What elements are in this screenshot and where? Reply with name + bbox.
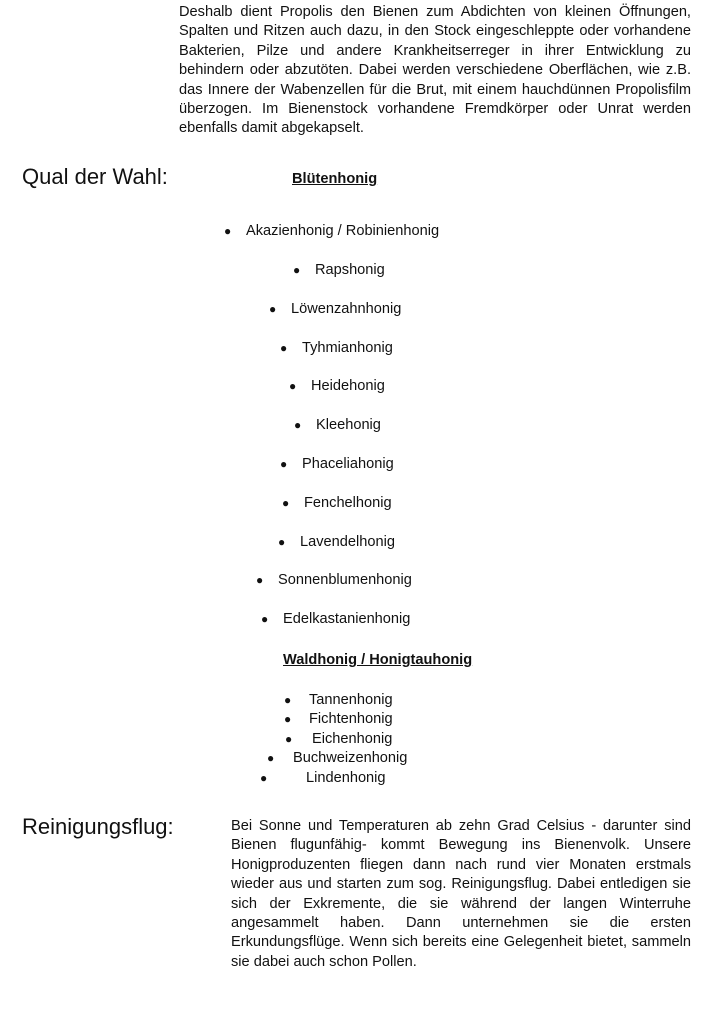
bullet-icon: ● [280, 457, 288, 471]
bullet-icon: ● [260, 771, 268, 785]
bullet-icon: ● [282, 496, 290, 510]
list-item [294, 416, 381, 434]
list-item-label: Lavendelhonig [300, 534, 395, 550]
list-item-label: Edelkastanienhonig [283, 611, 411, 627]
list-item-label: Sonnenblumenhonig [278, 572, 412, 588]
bullet-icon: ● [284, 712, 292, 726]
bullet-icon: ● [285, 732, 293, 746]
list-item-label: Lindenhonig [306, 770, 386, 786]
bullet-icon: ● [293, 263, 301, 277]
list-item-label: Tyhmianhonig [302, 340, 393, 356]
list-item [285, 730, 392, 748]
list-item [260, 769, 386, 787]
list-item [289, 377, 385, 395]
list-item [282, 494, 392, 512]
list-item [261, 610, 410, 628]
bullet-icon: ● [269, 302, 277, 316]
list-item-label: Fichtenhonig [309, 711, 393, 727]
section-heading-reinigungsflug: Reinigungsflug: [22, 814, 174, 839]
list-item-label: Tannenhonig [309, 692, 393, 708]
list-item-label: Löwenzahnhonig [291, 301, 402, 317]
list-item-label: Buchweizenhonig [293, 750, 408, 766]
list-item-label: Rapshonig [315, 262, 385, 278]
bullet-icon: ● [267, 751, 275, 765]
list-item [278, 533, 395, 551]
bullet-icon: ● [294, 418, 302, 432]
list-item-label: Phaceliahonig [302, 456, 394, 472]
list-item [256, 571, 412, 589]
list-item [269, 300, 401, 318]
bullet-icon: ● [278, 535, 286, 549]
bullet-icon: ● [261, 612, 269, 626]
list-item [280, 339, 393, 357]
intro-paragraph: Deshalb dient Propolis den Bienen zum Abdichten von kleinen Öffnungen, Spalten und Ritzen auch dazu, in den Stock eingeschleppte oder vorhandene Bakterien, Pilze und andere Krankheitserreger in ihrer Entwicklung zu behindern oder abzutöten. Dabei werden verschiedene Oberflächen, wie z.B. das Innere der Wabenzellen für die Brut, mit einem hauchdünnen Propolisfilm überzogen. Im Bienenstock vorhandene Fremdkörper oder Unrat werden ebenfalls damit abgekapselt. [179, 4, 691, 137]
list-item [284, 691, 393, 709]
list-item [267, 749, 407, 767]
subheading-bluetenhonig: Blütenhonig [292, 171, 378, 187]
list-item-label: Eichenhonig [312, 731, 393, 747]
list-item [293, 261, 385, 279]
list-item-label: Heidehonig [311, 378, 385, 394]
list-item [224, 222, 439, 240]
list-item-label: Akazienhonig / Robinienhonig [246, 223, 440, 239]
bullet-icon: ● [280, 341, 288, 355]
subheading-waldhonig: Waldhonig / Honigtauhonig [283, 652, 473, 668]
list-item [280, 455, 394, 473]
list-item [284, 710, 393, 728]
bullet-icon: ● [224, 224, 232, 238]
section-heading-qual-der-wahl: Qual der Wahl: [22, 164, 168, 189]
reinigungsflug-paragraph: Bei Sonne und Temperaturen ab zehn Grad Celsius - darunter sind Bienen flugunfähig- kommt Bewegung ins Bienenvolk. Unsere Honigproduzenten fliegen dann nach rund vier Monaten erstmals wieder aus und starten zum sog. Reinigungsflug. Dabei entledigen sie sich der Exkremente, die sie während der langen Winterruhe angesammelt haben. Dann unternehmen sie die ersten Erkundungsflüge. Wenn sich bereits eine Gelegenheit bietet, sammeln sie dabei auch schon Pollen. [231, 818, 691, 970]
bullet-icon: ● [256, 573, 264, 587]
bullet-icon: ● [284, 693, 292, 707]
bullet-icon: ● [289, 379, 297, 393]
list-item-label: Fenchelhonig [304, 495, 392, 511]
list-item-label: Kleehonig [316, 417, 381, 433]
